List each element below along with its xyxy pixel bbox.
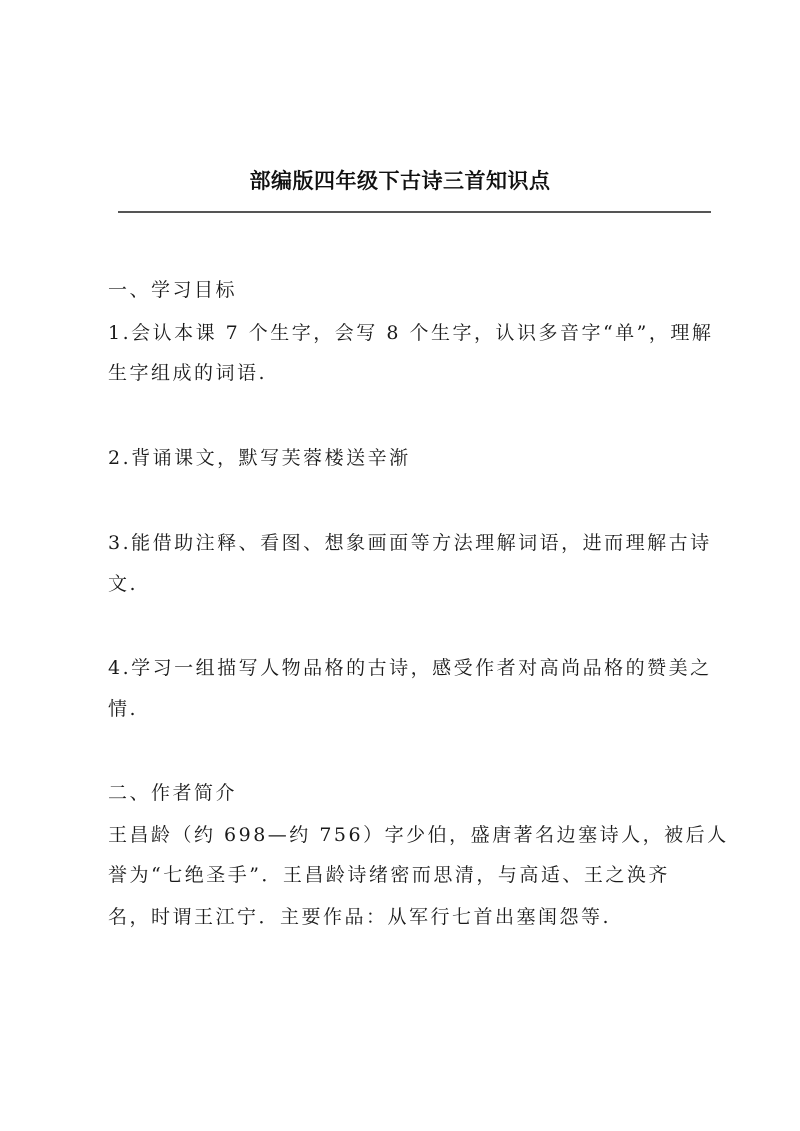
author-intro-line-3: 名，时谓王江宁．主要作品：从军行七首出塞闺怨等.: [108, 906, 612, 928]
goal-3-line-1: 3.能借助注释、看图、想象画面等方法理解词语，进而理解古诗: [108, 532, 712, 554]
goal-4-line-1: 4.学习一组描写人物品格的古诗，感受作者对高尚品格的赞美之: [108, 657, 712, 679]
goal-2-line-1: 2.背诵课文，默写芙蓉楼送辛渐: [108, 447, 411, 469]
goal-1-line-1: 1.会认本课 7 个生字，会写 8 个生字，认识多音字“单”，理解: [108, 322, 714, 344]
goal-4-line-2: 情.: [108, 698, 139, 720]
section-heading-author-intro: 二、作者简介: [108, 782, 238, 804]
author-intro-line-1: 王昌龄（约 698—约 756）字少伯，盛唐著名边塞诗人，被后人: [108, 824, 729, 846]
title-divider: [118, 211, 711, 213]
document-title: 部编版四年级下古诗三首知识点: [249, 168, 551, 193]
section-heading-learning-goals: 一、学习目标: [108, 279, 238, 301]
author-intro-line-2: 誉为“七绝圣手”．王昌龄诗绪密而思清，与高适、王之涣齐: [108, 864, 670, 886]
goal-1-line-2: 生字组成的词语.: [108, 362, 268, 384]
goal-3-line-2: 文.: [108, 573, 139, 595]
